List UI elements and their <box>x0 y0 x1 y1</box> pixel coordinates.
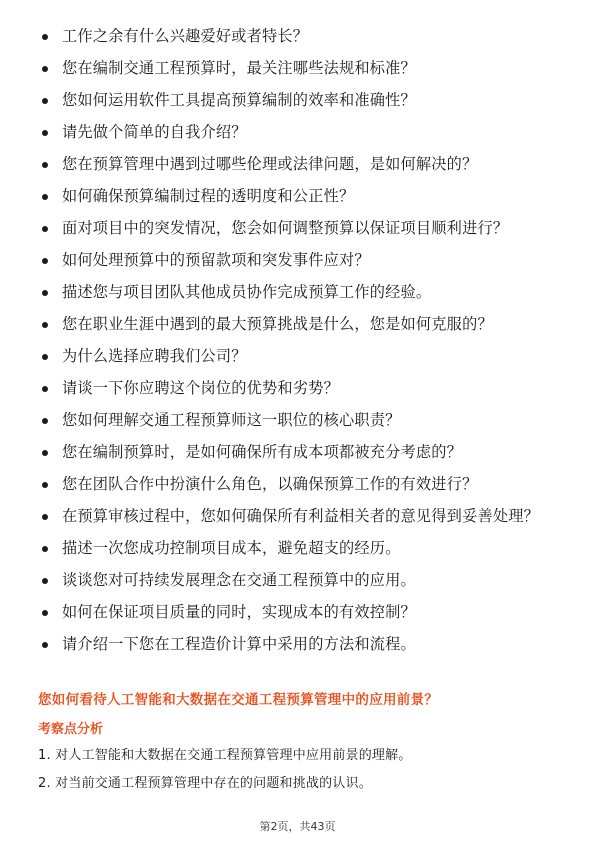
bullet-icon <box>42 194 48 200</box>
list-item <box>40 410 560 431</box>
question-text: 如何确保预算编制过程的透明度和公正性？ <box>62 187 355 205</box>
question-text: 描述一次您成功控制项目成本，避免超支的经历。 <box>62 539 401 557</box>
question-text: 如何在保证项目质量的同时，实现成本的有效控制？ <box>62 603 416 621</box>
analysis-heading: 考察点分析 <box>38 722 104 737</box>
question-text: 工作之余有什么兴趣爱好或者特长？ <box>62 27 309 45</box>
list-item <box>40 154 560 175</box>
bullet-icon <box>42 418 48 424</box>
question-text: 如何处理预算中的预留款项和突发事件应对？ <box>62 251 370 269</box>
bullet-icon <box>42 130 48 136</box>
list-item <box>40 122 560 143</box>
bullet-icon <box>42 34 48 40</box>
question-text: 为什么选择应聘我们公司？ <box>62 347 247 365</box>
list-item <box>40 538 560 559</box>
list-item <box>40 474 560 495</box>
bullet-icon <box>42 450 48 456</box>
bullet-icon <box>42 322 48 328</box>
list-item <box>40 442 560 463</box>
list-item <box>40 602 560 623</box>
bullet-icon <box>42 482 48 488</box>
list-item <box>40 314 560 335</box>
bullet-icon <box>42 226 48 232</box>
question-text: 描述您与项目团队其他成员协作完成预算工作的经验。 <box>62 283 432 301</box>
question-text: 您如何运用软件工具提高预算编制的效率和准确性？ <box>62 91 416 109</box>
question-text: 请谈一下你应聘这个岗位的优势和劣势？ <box>62 379 339 397</box>
bullet-icon <box>42 66 48 72</box>
list-item <box>40 570 560 591</box>
list-item <box>40 26 560 47</box>
analysis-point: 2. 对当前交通工程预算管理中存在的问题和挑战的认识。 <box>38 776 372 791</box>
bullet-icon <box>42 578 48 584</box>
question-text: 在预算审核过程中，您如何确保所有利益相关者的意见得到妥善处理？ <box>62 507 540 525</box>
question-text: 您在职业生涯中遇到的最大预算挑战是什么，您是如何克服的？ <box>62 315 493 333</box>
bullet-icon <box>42 98 48 104</box>
bullet-icon <box>42 258 48 264</box>
bullet-icon <box>42 610 48 616</box>
list-item <box>40 346 560 367</box>
bullet-icon <box>42 546 48 552</box>
question-text: 请介绍一下您在工程造价计算中采用的方法和流程。 <box>62 635 416 653</box>
question-text: 您在编制预算时，是如何确保所有成本项都被充分考虑的？ <box>62 443 463 461</box>
list-item <box>40 282 560 303</box>
page-number: 第2页，共43页 <box>259 820 336 833</box>
question-text: 谈谈您对可持续发展理念在交通工程预算中的应用。 <box>62 571 416 589</box>
bullet-icon <box>42 290 48 296</box>
question-text: 您在预算管理中遇到过哪些伦理或法律问题，是如何解决的？ <box>62 155 478 173</box>
section-question-title: 您如何看待人工智能和大数据在交通工程预算管理中的应用前景？ <box>38 692 439 708</box>
list-item <box>40 634 560 655</box>
bullet-icon <box>42 386 48 392</box>
list-item <box>40 506 560 527</box>
list-item <box>40 250 560 271</box>
question-list <box>40 26 560 666</box>
bullet-icon <box>42 514 48 520</box>
question-text: 您在团队合作中扮演什么角色，以确保预算工作的有效进行？ <box>62 475 478 493</box>
bullet-icon <box>42 354 48 360</box>
bullet-icon <box>42 642 48 648</box>
analysis-point: 1. 对人工智能和大数据在交通工程预算管理中应用前景的理解。 <box>38 748 412 763</box>
list-item <box>40 90 560 111</box>
list-item <box>40 58 560 79</box>
question-text: 您在编制交通工程预算时，最关注哪些法规和标准？ <box>62 59 416 77</box>
list-item <box>40 218 560 239</box>
bullet-icon <box>42 162 48 168</box>
list-item <box>40 378 560 399</box>
question-text: 面对项目中的突发情况，您会如何调整预算以保证项目顺利进行？ <box>62 219 509 237</box>
question-text: 请先做个简单的自我介绍？ <box>62 123 247 141</box>
question-text: 您如何理解交通工程预算师这一职位的核心职责？ <box>62 411 401 429</box>
list-item <box>40 186 560 207</box>
